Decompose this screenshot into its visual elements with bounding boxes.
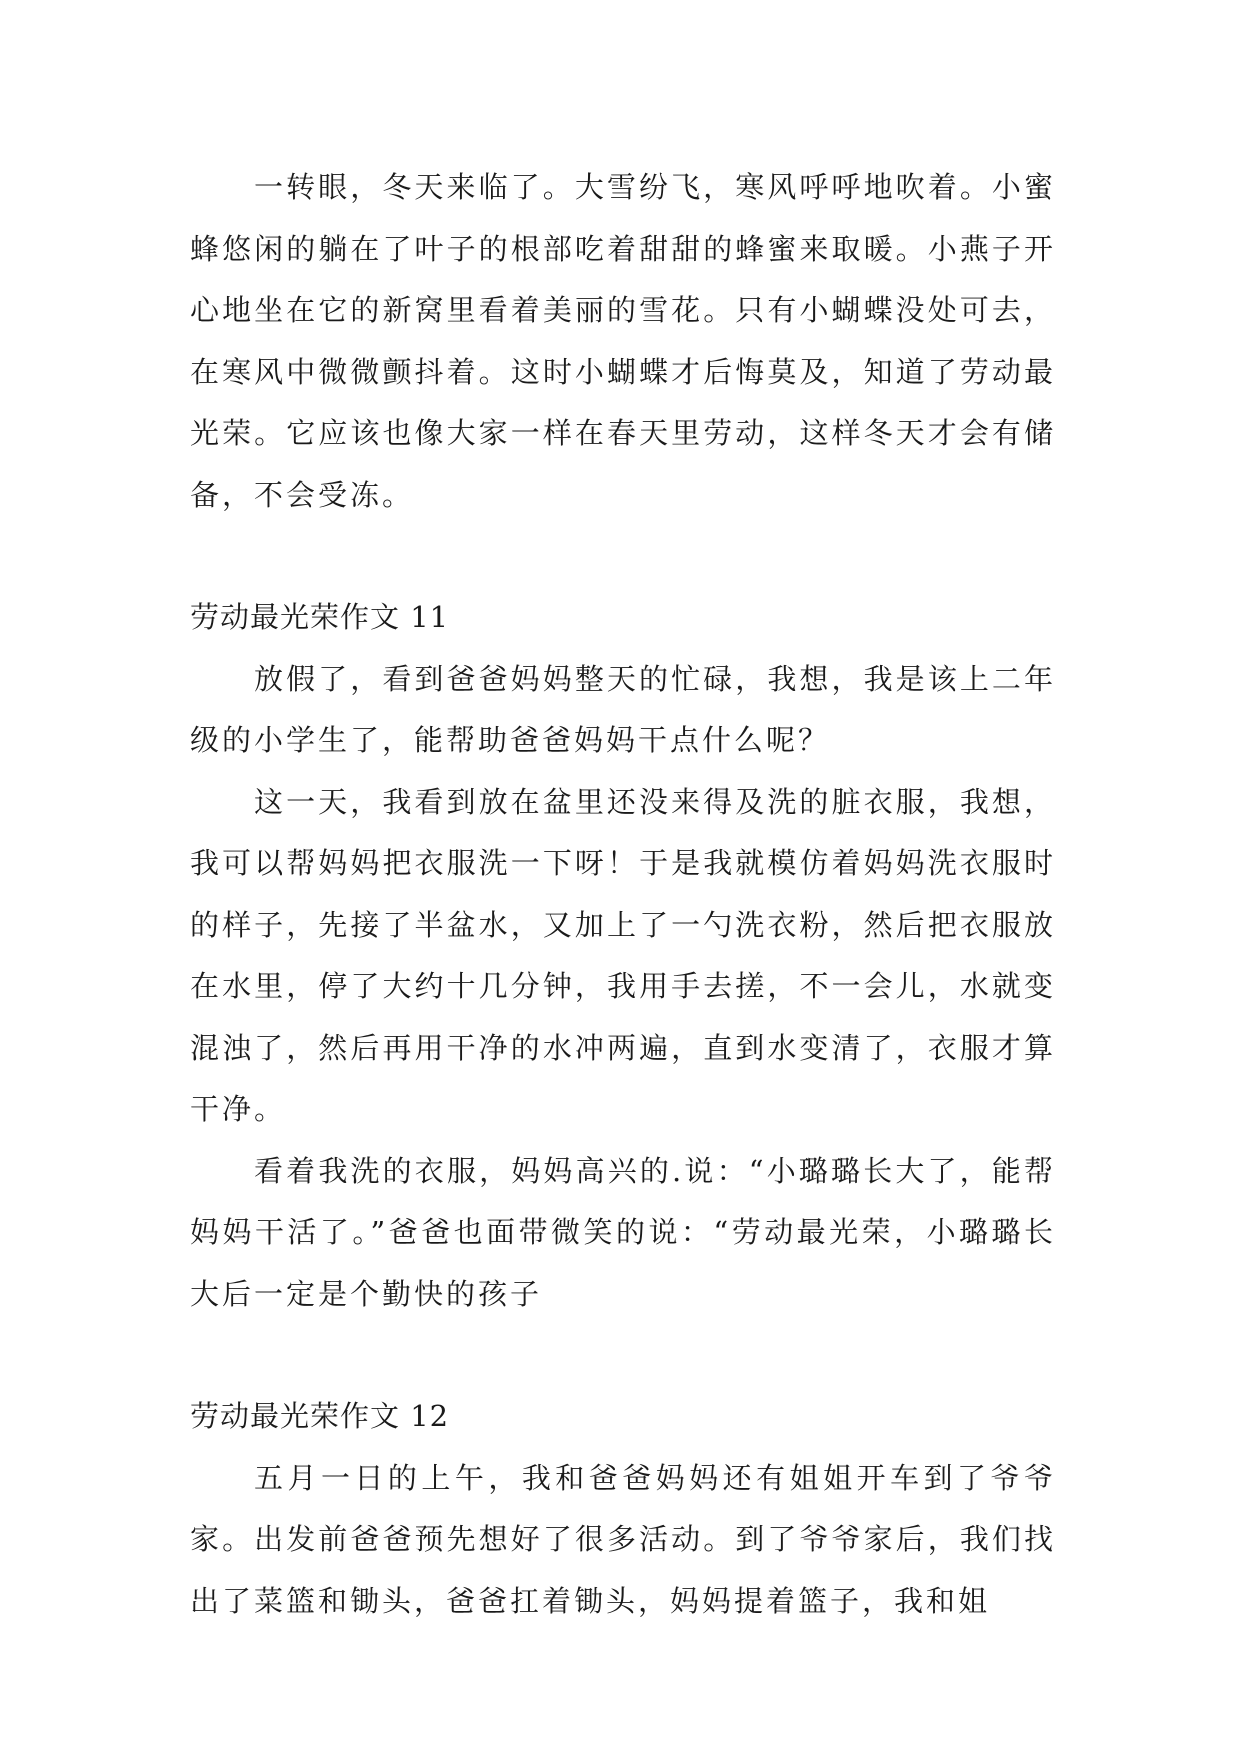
section-heading-12: 劳动最光荣作文 12 xyxy=(190,1399,450,1433)
section-heading-11: 劳动最光荣作文 11 xyxy=(190,600,450,634)
paragraph-winter-butterfly: 一转眼，冬天来临了。大雪纷飞，寒风呼呼地吹着。小蜜蜂悠闲的躺在了叶子的根部吃着甜甜的蜂蜜来取暖。小燕子开心地坐在它的新窝里看着美丽的雪花。只有小蝴蝶没处可去，在寒风中微微颤抖着。这时小蝴蝶才后悔莫及，知道了劳动最光荣。它应该也像大家一样在春天里劳动，这样冬天才会有储备，不会受冻。 xyxy=(190,170,1056,512)
paragraph-washing-clothes: 这一天，我看到放在盆里还没来得及洗的脏衣服，我想，我可以帮妈妈把衣服洗一下呀！于是我就模仿着妈妈洗衣服时的样子，先接了半盆水，又加上了一勺洗衣粉，然后把衣服放在水里，停了大约十几分钟，我用手去搓，不一会儿，水就变混浊了，然后再用干净的水冲两遍，直到水变清了，衣服才算干净。 xyxy=(190,784,1056,1126)
document-body xyxy=(190,157,1056,1632)
paragraph-mother-praise: 看着我洗的衣服，妈妈高兴的.说：“小璐璐长大了，能帮妈妈干活了。”爸爸也面带微笑的说：“劳动最光荣，小璐璐长大后一定是个勤快的孩子 xyxy=(190,1153,1056,1311)
paragraph-holiday: 放假了，看到爸爸妈妈整天的忙碌，我想，我是该上二年级的小学生了，能帮助爸爸妈妈干点什么呢？ xyxy=(190,661,1056,757)
paragraph-may-day: 五月一日的上午，我和爸爸妈妈还有姐姐开车到了爷爷家。出发前爸爸预先想好了很多活动。到了爷爷家后，我们找出了菜篮和锄头，爸爸扛着锄头，妈妈提着篮子，我和姐 xyxy=(190,1460,1056,1618)
